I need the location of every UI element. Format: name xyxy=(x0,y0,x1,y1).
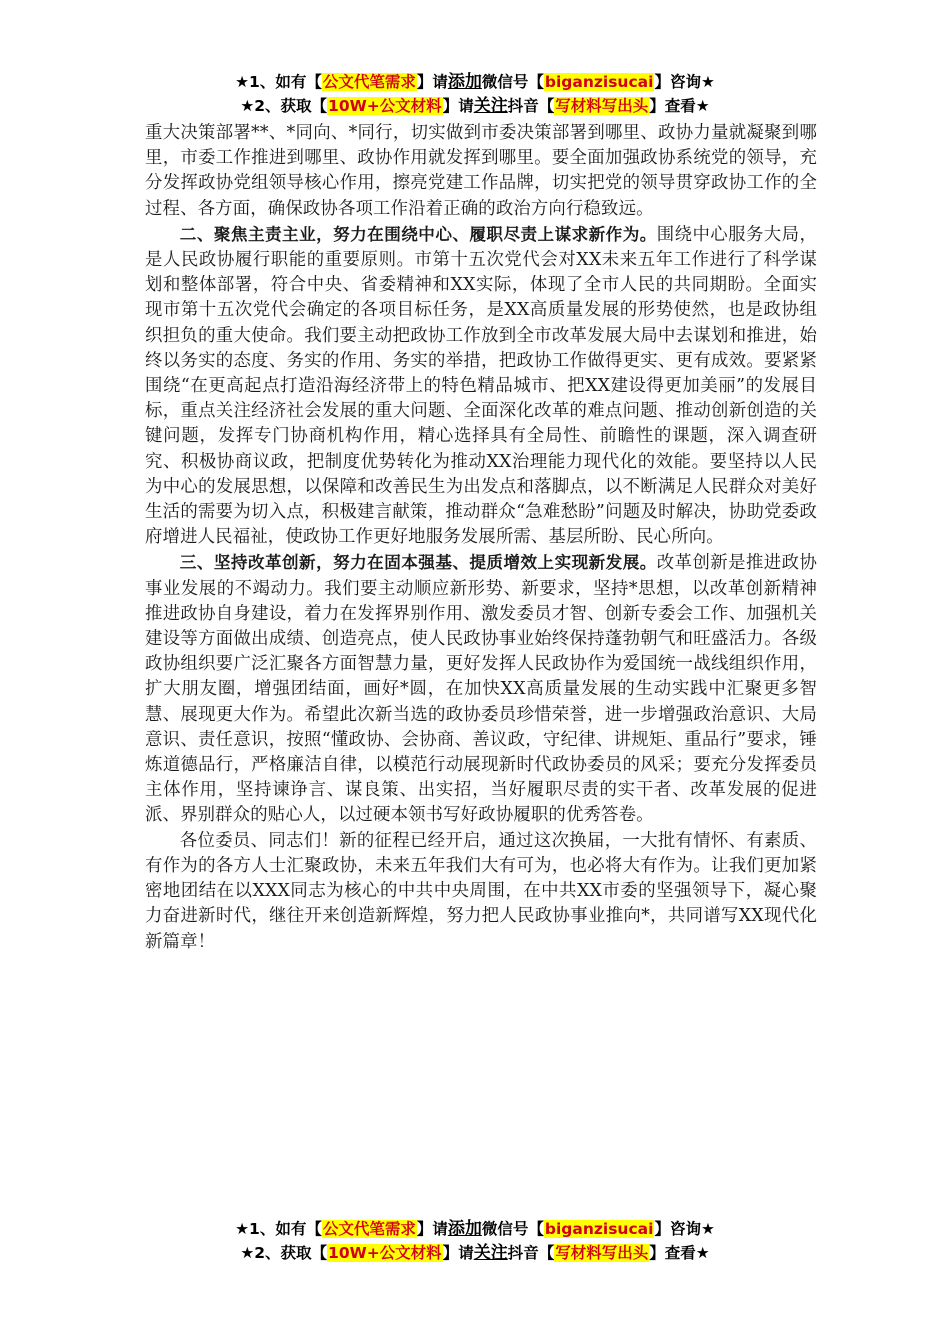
banner-line-1 xyxy=(0,1217,950,1241)
banner-text: ★1、如有【 xyxy=(235,73,322,91)
section-heading-3: 三、坚持改革创新，努力在固本强基、提质增效上实现新发展。 xyxy=(179,553,657,573)
banner-text: 微信号【 xyxy=(481,1220,544,1238)
banner-text: 】请 xyxy=(416,1220,448,1238)
banner-text: 】查看★ xyxy=(649,1244,710,1262)
banner-line-2 xyxy=(0,94,950,118)
paragraph-2 xyxy=(145,222,817,551)
emphasis-text: 添加 xyxy=(447,72,482,92)
banner-line-2 xyxy=(0,1241,950,1265)
banner-text: 】咨询★ xyxy=(654,1220,715,1238)
paragraph-4: 各位委员、同志们！新的征程已经开启，通过这次换届，一大批有情怀、有素质、有作为的各方人士汇聚政协，未来五年我们大有可为，也必将大有作为。让我们更加紧密地团结在以XXX同志为核心的中共中央周围，在中共XX市委的坚强领导下，凝心聚力奋进新时代，继往开来创造新辉煌，努力把人民政协事业推向*，共同谱写XX现代化新篇章！ xyxy=(145,830,817,952)
emphasis-text: 关注 xyxy=(473,96,508,116)
paragraph-3 xyxy=(145,550,817,828)
wechat-id-highlight: biganzisucai xyxy=(544,1220,654,1238)
top-banner xyxy=(0,70,950,118)
document-body xyxy=(145,121,817,955)
banner-text: 】查看★ xyxy=(649,97,710,115)
emphasis-text: 添加 xyxy=(447,1219,482,1239)
banner-text: 微信号【 xyxy=(481,73,544,91)
banner-text: 】请 xyxy=(442,1244,474,1262)
banner-text: ★2、获取【 xyxy=(240,97,328,115)
wechat-id-highlight: biganzisucai xyxy=(544,73,654,91)
paragraph-3-text: 改革创新是推进政协事业发展的不竭动力。我们要主动顺应新形势、新要求，坚持*思想，以改革创新精神推进政协自身建设，着力在发挥界别作用、激发委员才智、创新专委会工作、加强机关建设等方面做出成绩、创造亮点，使人民政协事业始终保持蓬勃朝气和旺盛活力。各级政协组织要广泛汇聚各方面智慧力量，更好发挥人民政协作为爱国统一战线组织作用，扩大朋友圈，增强团结面，画好*圆，在加快XX高质量发展的生动实践中汇聚更多智慧、展现更大作为。希望此次新当选的政协委员珍惜荣誉，进一步增强政治意识、大局意识、责任意识，按照“懂政协、会协商、善议政，守纪律、讲规矩、重品行”要求，锤炼道德品行，严格廉洁自律，以模范行动展现新时代政协委员的风采；要充分发挥委员主体作用，坚持谏诤言、谋良策、出实招，当好履职尽责的实干者、改革发展的促进派、界别群众的贴心人，以过硬本领书写好政协履职的优秀答卷。 xyxy=(145,553,817,826)
douyin-id-highlight: 写材料写出头 xyxy=(555,1244,649,1262)
highlight-text: 10W+公文材料 xyxy=(328,97,442,115)
paragraph-1: 重大决策部署**、*同向、*同行，切实做到市委决策部署到哪里、政协力量就凝聚到哪里，市委工作推进到哪里、政协作用就发挥到哪里。要全面加强政协系统党的领导，充分发挥政协党组领导核心作用，擦亮党建工作品牌，切实把党的领导贯穿政协工作的全过程、各方面，确保政协各项工作沿着正确的政治方向行稳致远。 xyxy=(145,123,817,219)
banner-line-1 xyxy=(0,70,950,94)
banner-text: 抖音【 xyxy=(507,97,555,115)
banner-text: 抖音【 xyxy=(507,1244,555,1262)
douyin-id-highlight: 写材料写出头 xyxy=(555,97,649,115)
banner-text: 】请 xyxy=(416,73,448,91)
highlight-text: 公文代笔需求 xyxy=(322,1220,416,1238)
highlight-text: 10W+公文材料 xyxy=(328,1244,442,1262)
banner-text: ★1、如有【 xyxy=(235,1220,322,1238)
section-heading-2: 二、聚焦主责主业，努力在围绕中心、履职尽责上谋求新作为。 xyxy=(179,224,657,244)
emphasis-text: 关注 xyxy=(473,1243,508,1263)
banner-text: 】咨询★ xyxy=(654,73,715,91)
banner-text: ★2、获取【 xyxy=(240,1244,328,1262)
bottom-banner xyxy=(0,1217,950,1265)
paragraph-2-text: 围绕中心服务大局，是人民政协履行职能的重要原则。市第十五次党代会对XX未来五年工作进行了科学谋划和整体部署，符合中央、省委精神和XX实际，体现了全市人民的共同期盼。全面实现市第十五次党代会确定的各项目标任务，是XX高质量发展的形势使然，也是政协组织担负的重大使命。我们要主动把政协工作放到全市改革发展大局中去谋划和推进，始终以务实的态度、务实的作用、务实的举措，把政协工作做得更实、更有成效。要紧紧围绕“在更高起点打造沿海经济带上的特色精品城市、把XX建设得更加美丽”的发展目标，重点关注经济社会发展的重大问题、全面深化改革的难点问题、推动创新创造的关键问题，发挥专门协商机构作用，精心选择具有全局性、前瞻性的课题，深入调查研究、积极协商议政，把制度优势转化为推动XX治理能力现代化的效能。要坚持以人民为中心的发展思想，以保障和改善民生为出发点和落脚点，以不断满足人民群众对美好生活的需要为切入点，积极建言献策，推动群众“急难愁盼”问题及时解决，协助党委政府增进人民福祉，使政协工作更好地服务发展所需、基层所盼、民心所向。 xyxy=(145,224,817,548)
banner-text: 】请 xyxy=(442,97,474,115)
highlight-text: 公文代笔需求 xyxy=(322,73,416,91)
